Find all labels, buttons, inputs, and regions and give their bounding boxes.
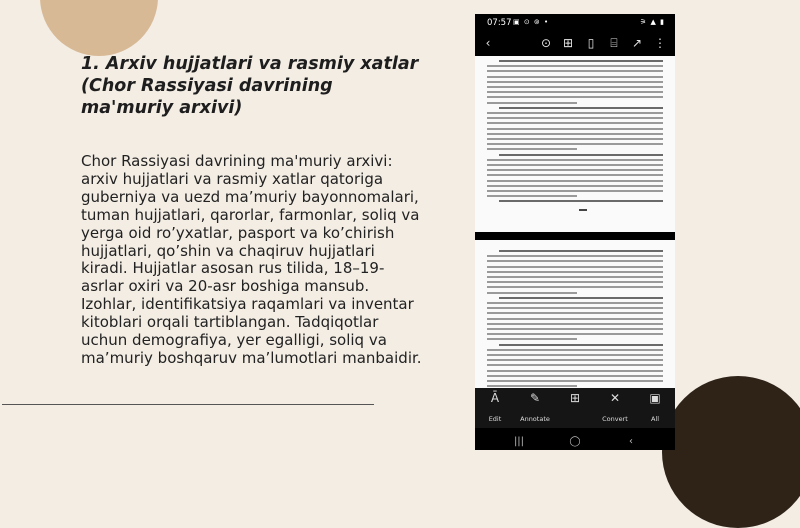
document-text-line — [487, 286, 663, 288]
document-text-line — [487, 174, 663, 176]
document-text-line — [487, 333, 663, 335]
edit-text-icon: Ā — [490, 391, 500, 405]
convert-label: Convert — [602, 415, 628, 423]
document-text-line — [487, 112, 663, 114]
all-label: All — [650, 415, 660, 423]
recent-apps-icon[interactable]: ||| — [513, 436, 525, 447]
document-text-line — [487, 128, 663, 130]
annotate-label: Annotate — [520, 415, 550, 423]
edit-button[interactable] — [475, 390, 515, 424]
edit-label: Edit — [488, 415, 502, 423]
document-text-line — [487, 359, 663, 361]
document-text-line — [487, 133, 663, 135]
page-separator — [579, 209, 587, 211]
notification-icons: ▣ ⊙ ⊚ • — [513, 18, 550, 26]
document-text-line — [487, 91, 663, 93]
pdf-toolbar — [475, 32, 675, 56]
comment-icon[interactable]: ⌸ — [610, 36, 618, 50]
document-text-line — [487, 195, 577, 197]
slide-title: 1. Arxiv hujjatlari va rasmiy xatlar (Chor Rassiyasi davrining ma'muriy arxivi) — [81, 54, 419, 118]
convert-icon: ✕ — [609, 391, 621, 405]
home-icon[interactable]: ◯ — [569, 436, 581, 447]
grid-view-icon[interactable]: ⊞ — [562, 36, 574, 50]
document-text-line — [499, 250, 663, 252]
all-tools-button[interactable] — [635, 390, 675, 424]
document-text-line — [487, 190, 663, 192]
document-text-line — [487, 96, 663, 98]
decorative-circle-bottom — [662, 376, 800, 528]
phone-screenshot — [475, 14, 675, 450]
document-text-line — [487, 307, 663, 309]
document-text-line — [487, 349, 663, 351]
document-text-line — [487, 281, 663, 283]
share-icon[interactable]: ↗ — [631, 36, 643, 50]
document-text-line — [487, 86, 663, 88]
document-text-line — [487, 338, 577, 340]
document-text-line — [487, 122, 663, 124]
document-text-line — [499, 200, 663, 202]
document-text-line — [487, 276, 663, 278]
pen-icon: ✎ — [529, 391, 541, 405]
document-text-line — [487, 185, 663, 187]
document-text-line — [487, 364, 663, 366]
document-text-line — [487, 328, 663, 330]
document-text-line — [487, 70, 663, 72]
all-tools-icon: ▣ — [649, 391, 661, 405]
document-text-line — [487, 164, 663, 166]
status-bar — [475, 14, 675, 32]
document-text-line — [487, 271, 663, 273]
document-text-line — [487, 260, 663, 262]
divider-line — [2, 404, 374, 405]
document-text-line — [487, 375, 663, 377]
back-icon[interactable]: ‹ — [485, 36, 491, 50]
document-text-line — [499, 297, 663, 299]
document-text-line — [487, 117, 663, 119]
android-nav-bar — [475, 430, 675, 450]
system-icons: ⚞ ▲ ▮ — [640, 18, 665, 26]
document-text-line — [499, 107, 663, 109]
document-text-line — [499, 344, 663, 346]
document-text-line — [499, 154, 663, 156]
document-text-line — [487, 159, 663, 161]
document-text-line — [487, 380, 663, 382]
document-text-line — [487, 302, 663, 304]
document-text-line — [487, 323, 663, 325]
document-text-line — [487, 81, 663, 83]
document-text-line — [487, 180, 663, 182]
pages-icon: ⊞ — [569, 391, 581, 405]
document-text-line — [487, 102, 577, 104]
document-text-line — [499, 60, 663, 62]
search-icon[interactable]: ⊙ — [540, 36, 552, 50]
document-page-1[interactable] — [475, 56, 675, 232]
page-view-icon[interactable]: ▯ — [587, 36, 595, 50]
document-text-line — [487, 255, 663, 257]
document-text-line — [487, 292, 577, 294]
document-page-2[interactable] — [475, 240, 675, 404]
slide-body: Chor Rassiyasi davrining ma'muriy arxivi: arxiv hujjatlari va rasmiy xatlar qatoriga guberniya va uezd ma’muriy bayonnomalari, tuman hujjatlari, qarorlar, farmonlar, soliq va yerga oid ro’yxatlar, pasport va ko’chirish hujjatlari, qo’shin va chaqiruv hujjatlari kiradi. Hujjatlar asosan rus tilida, 18–19-asrlar oxiri va 20-asr boshiga mansub. Izohlar, identifikatsiya raqamlari va inventar kitoblari orqali tartiblangan. Tadqiqotlar uchun demografiya, yer egalligi, soliq va ma’muriy boshqaruv ma’lumotlari manbaidir. — [81, 152, 422, 367]
convert-button[interactable] — [595, 390, 635, 424]
document-text-line — [487, 312, 663, 314]
document-text-line — [487, 169, 663, 171]
decorative-circle-top — [40, 0, 158, 56]
more-options-icon[interactable]: ⋮ — [654, 36, 666, 50]
organize-button[interactable] — [555, 390, 595, 414]
document-text-line — [487, 385, 577, 387]
document-text-line — [487, 76, 663, 78]
document-text-line — [487, 143, 663, 145]
document-text-line — [487, 148, 577, 150]
annotate-button[interactable] — [515, 390, 555, 424]
document-text-line — [487, 370, 663, 372]
document-text-line — [487, 318, 663, 320]
back-nav-icon[interactable]: ‹ — [629, 436, 633, 447]
document-text-line — [487, 65, 663, 67]
document-text-line — [487, 266, 663, 268]
bottom-action-bar — [475, 388, 675, 428]
document-text-line — [487, 138, 663, 140]
status-time: 07:57 — [487, 18, 512, 28]
document-text-line — [487, 354, 663, 356]
